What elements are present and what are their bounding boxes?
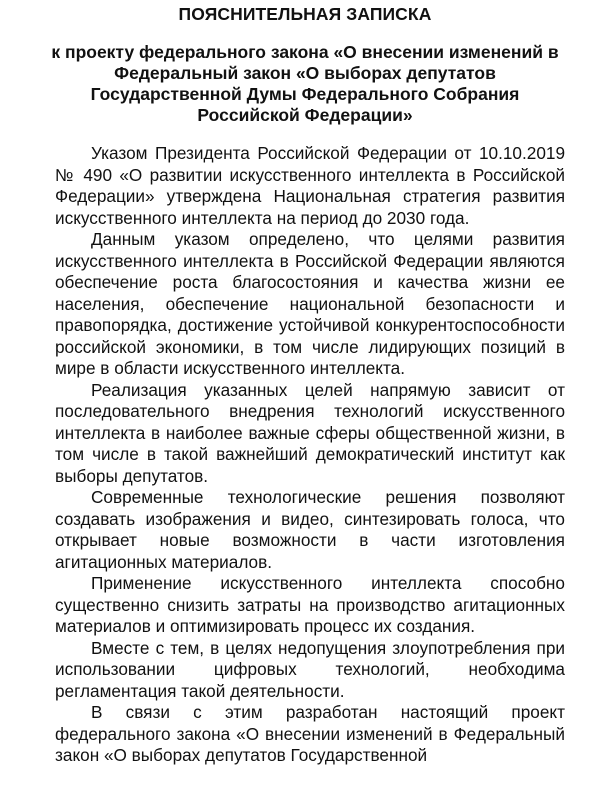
paragraph-5: Применение искусственного интеллекта способно существенно снизить затраты на производство агитационных материалов и оптимизировать процесс их создания. [55,573,565,636]
paragraph-6: Вместе с тем, в целях недопущения злоупотребления при использовании цифровых технологий, необходима регламентация такой деятельности. [55,637,565,701]
document-subtitle: к проекту федерального закона «О внесении изменений в Федеральный закон «О выборах депутатов Государственной Думы Федерального Собрания Российской Федерации» [51,42,559,125]
paragraph-3: Реализация указанных целей напрямую зависит от последовательного внедрения технологий искусственного интеллекта в наиболее важные сферы общественной жизни, в том числе в такой важнейший демократический институт как выборы депутатов. [55,379,565,486]
document-body [55,143,565,767]
paragraph-2: Данным указом определено, что целями развития искусственного интеллекта в Российской Федерации являются обеспечение роста благосостояния и качества жизни ее населения, обеспечение национальной безопасности и правопорядка, достижение устойчивой конкурентоспособности российской экономики, в том числе лидирующих позиций в мире в области искусственного интеллекта. [55,229,565,378]
paragraph-1: Указом Президента Российской Федерации от 10.10.2019 № 490 «О развитии искусственного интеллекта в Российской Федерации» утверждена Национальная стратегия развития искусственного интеллекта на период до 2030 года. [55,143,565,228]
document-title: ПОЯСНИТЕЛЬНАЯ ЗАПИСКА [178,4,432,24]
paragraph-4: Современные технологические решения позволяют создавать изображения и видео, синтезировать голоса, что открывает новые возможности в части изготовления агитационных материалов. [55,487,565,572]
paragraph-7: В связи с этим разработан настоящий проект федерального закона «О внесении изменений в Федеральный закон «О выборах депутатов Государственной [55,702,565,765]
